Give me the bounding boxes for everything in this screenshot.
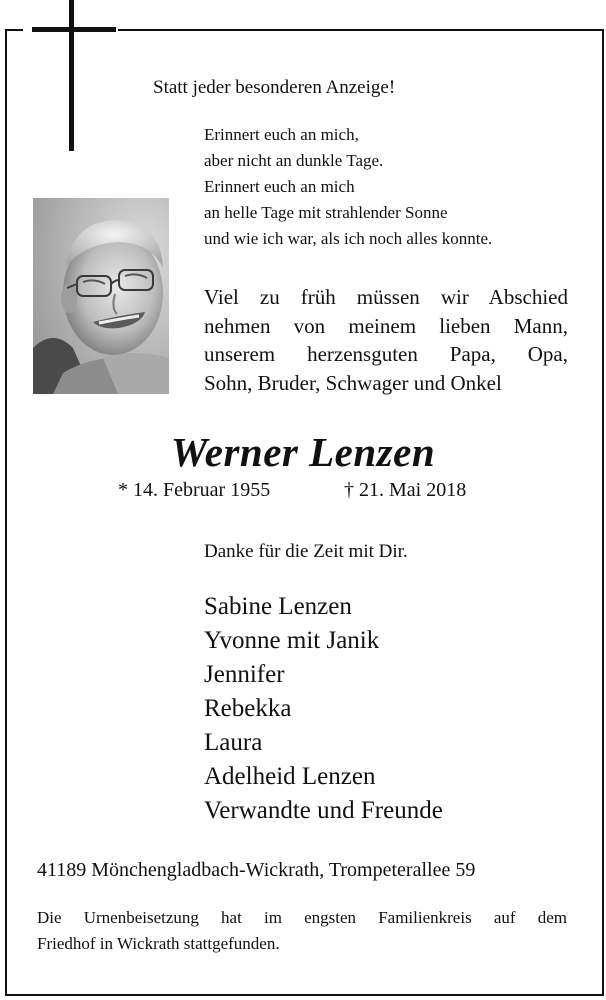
intro-line: Viel zu früh müssen wir Abschied (204, 285, 568, 309)
frame-top-right (118, 29, 604, 31)
cross-icon-vertical (69, 0, 74, 151)
intro-text (204, 283, 568, 397)
poem-line: Erinnert euch an mich (204, 177, 355, 196)
thanks-line: Danke für die Zeit mit Dir. (204, 541, 408, 562)
mourner-name: Adelheid Lenzen (204, 763, 376, 790)
frame-right (602, 29, 604, 996)
intro-line: Sohn, Bruder, Schwager und Onkel (204, 370, 502, 395)
portrait-photo (33, 198, 169, 394)
deceased-name: Werner Lenzen (170, 429, 436, 475)
mourner-name: Jennifer (204, 661, 285, 688)
intro-line: unserem herzensguten Papa, Opa, (204, 342, 568, 366)
mourner-name: Verwandte und Freunde (204, 797, 443, 824)
frame-bottom (5, 994, 604, 996)
intro-line: nehmen von meinem lieben Mann, (204, 313, 568, 338)
death-date: † 21. Mai 2018 (344, 479, 467, 501)
portrait-photo-image (33, 198, 169, 394)
mourner-name: Rebekka (204, 695, 292, 722)
mourners-list (204, 590, 443, 828)
notice-heading: Statt jeder besonderen Anzeige! (153, 77, 396, 98)
birth-date: * 14. Februar 1955 (118, 479, 271, 501)
poem-line: an helle Tage mit strahlender Sonne (204, 203, 448, 222)
cross-icon-horizontal (32, 27, 116, 32)
mourner-name: Sabine Lenzen (204, 593, 352, 620)
poem-line: Erinnert euch an mich, (204, 125, 359, 144)
poem-line: und wie ich war, als ich noch alles konnte. (204, 229, 493, 248)
frame-top-left (5, 29, 23, 31)
burial-note-line: Die Urnenbeisetzung hat im engsten Familienkreis auf dem (37, 908, 567, 927)
frame-left (5, 29, 7, 996)
burial-note-line: Friedhof in Wickrath stattgefunden. (37, 934, 280, 953)
mourner-name: Laura (204, 729, 263, 756)
poem (204, 122, 492, 252)
address: 41189 Mönchengladbach-Wickrath, Trompeterallee 59 (37, 859, 476, 881)
burial-note (37, 905, 567, 957)
mourner-name: Yvonne mit Janik (204, 627, 380, 654)
poem-line: aber nicht an dunkle Tage. (204, 151, 384, 170)
